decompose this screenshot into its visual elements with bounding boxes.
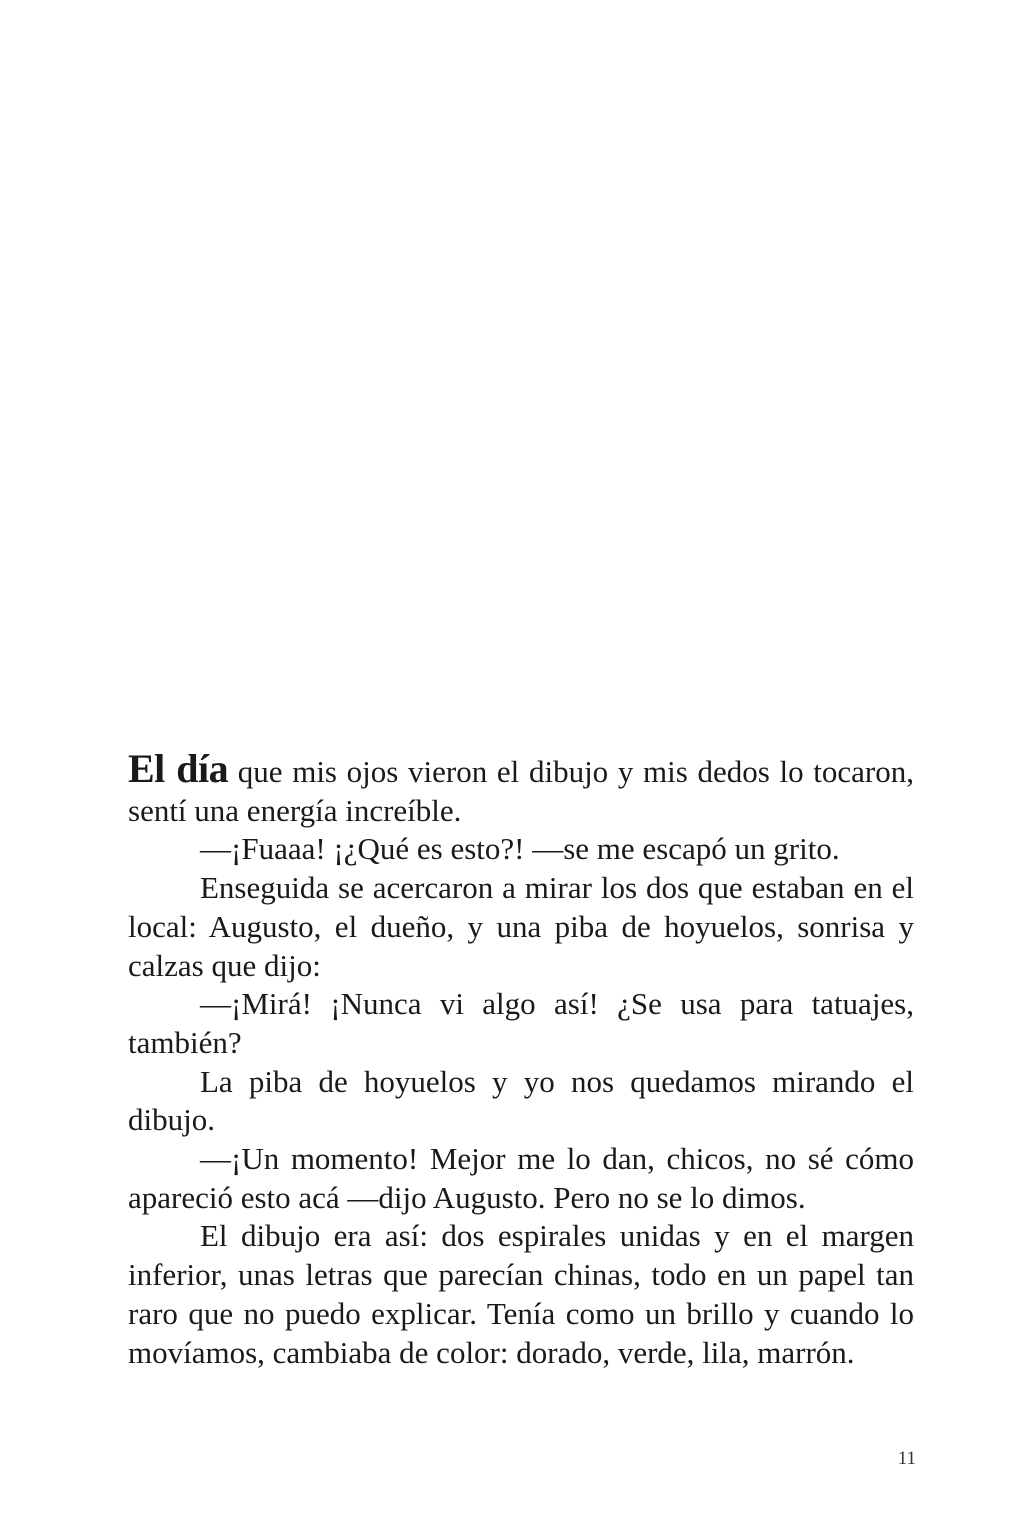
paragraph-3: Enseguida se acercaron a mirar los dos que estaban en el local: Augusto, el dueño, y una piba de hoyuelos, sonrisa y calzas que dijo: xyxy=(128,870,914,983)
paragraph-7: El dibujo era así: dos espirales unidas y en el margen inferior, unas letras que parecían chinas, todo en un papel tan raro que no puedo explicar. Tenía como un brillo y cuando lo movíamos, cambiaba de color: dorado, verde, lila, marrón. xyxy=(128,1218,914,1370)
lead-words: El día xyxy=(128,746,229,791)
paragraph-5: La piba de hoyuelos y yo nos quedamos mirando el dibujo. xyxy=(128,1063,914,1138)
paragraph-1-text: que mis ojos vieron el dibujo y mis dedos lo tocaron, sentí una energía increíble. xyxy=(128,754,915,828)
paragraph-2: —¡Fuaaa! ¡¿Qué es esto?! —se me escapó un grito. xyxy=(200,831,840,867)
paragraph-6: —¡Un momento! Mejor me lo dan, chicos, no sé cómo apareció esto acá —dijo Augusto. Pero no se lo dimos. xyxy=(128,1141,914,1215)
paragraph-1 xyxy=(128,746,915,830)
page-number: 11 xyxy=(897,1448,916,1469)
chapter-text xyxy=(128,746,915,1372)
paragraph-4: —¡Mirá! ¡Nunca vi algo así! ¿Se usa para tatuajes, también? xyxy=(128,986,914,1060)
